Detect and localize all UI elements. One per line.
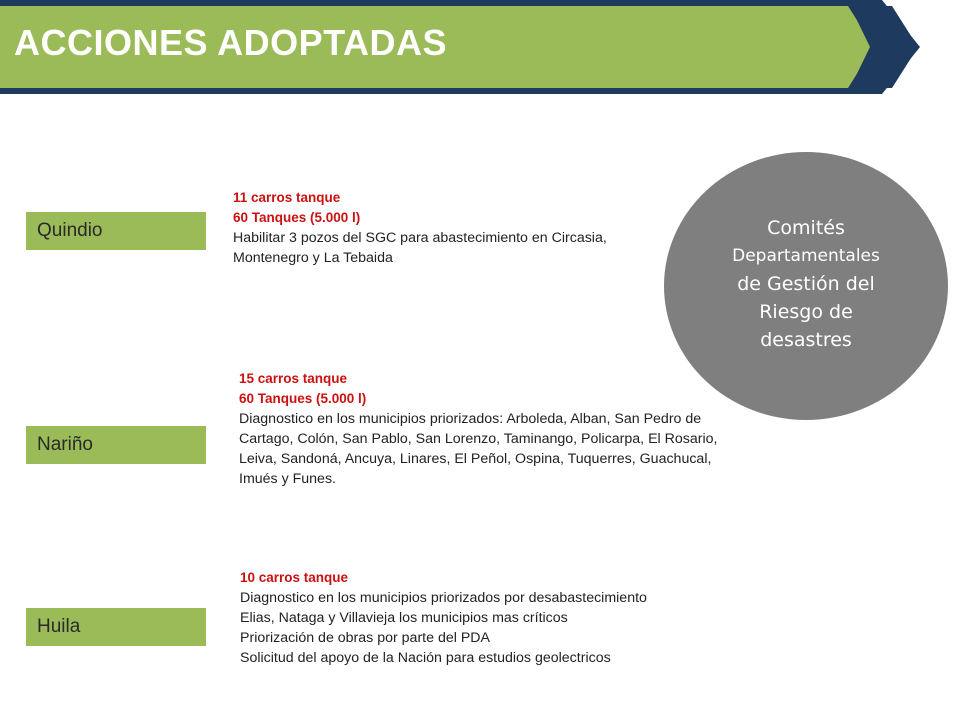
highlight-line: 60 Tanques (5.000 l)	[233, 210, 361, 225]
committee-label	[664, 214, 948, 354]
region-label-quindio: Quindio	[26, 212, 206, 250]
region-label-huila: Huila	[26, 608, 206, 646]
action-line: Priorización de obras por parte del PDA	[240, 630, 490, 646]
header-banner	[0, 0, 960, 100]
page-title: ACCIONES ADOPTADAS	[14, 22, 448, 63]
committee-line: Riesgo de	[759, 301, 853, 323]
region-label-narino: Nariño	[26, 426, 206, 464]
actions-quindio	[233, 188, 653, 268]
highlight-line: 10 carros tanque	[240, 570, 349, 585]
highlight-line: 11 carros tanque	[233, 190, 341, 205]
committee-line: Comités	[767, 217, 845, 239]
action-line: Diagnostico en los municipios priorizados por desabastecimiento	[240, 590, 647, 606]
actions-narino	[239, 369, 739, 489]
action-text: Habilitar 3 pozos del SGC para abastecimiento en Circasia, Montenegro y La Tebaida	[233, 230, 607, 266]
committee-line: de Gestión del	[737, 273, 875, 295]
committee-line: Departamentales	[732, 246, 880, 266]
action-line: Solicitud del apoyo de la Nación para estudios geolectricos	[240, 650, 611, 666]
highlight-line: 15 carros tanque	[239, 371, 348, 386]
action-line: Elias, Nataga y Villavieja los municipios mas críticos	[240, 610, 568, 626]
action-text: Diagnostico en los municipios priorizados: Arboleda, Alban, San Pedro de Cartago, Colón, San Pablo, San Lorenzo, Taminango, Policarpa, El Rosario, Leiva, Sandoná, Ancuya, Linares, El Peñol, Ospina, Tuquerres, Guachucal, Imués y Funes.	[239, 411, 718, 487]
committee-line: desastres	[760, 329, 852, 351]
highlight-line: 60 Tanques (5.000 l)	[239, 391, 367, 406]
actions-huila	[240, 568, 760, 668]
